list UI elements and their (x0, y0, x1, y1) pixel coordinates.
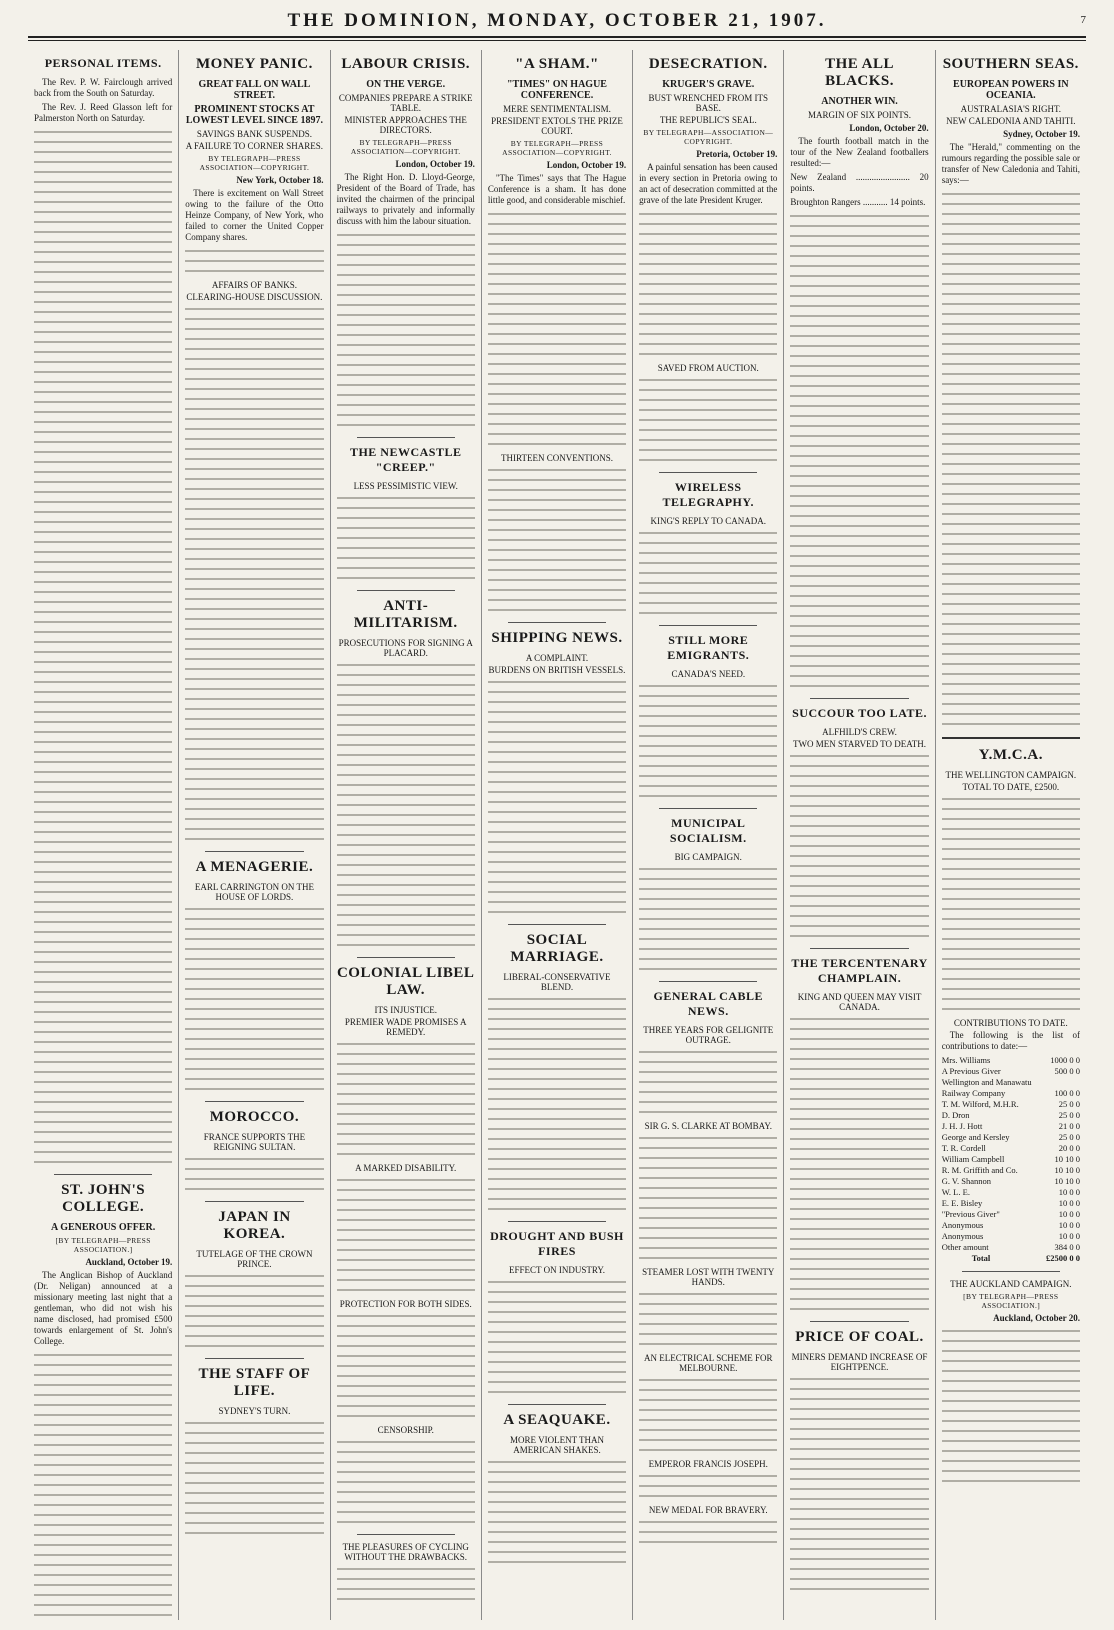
article-body-text (488, 1457, 626, 1567)
subheadline: A GENEROUS OFFER. (51, 1222, 156, 1233)
contributor-name: R. M. Griffith and Co. (941, 1165, 1018, 1175)
subheadline: MINERS DEMAND INCREASE OF EIGHTPENCE. (791, 1352, 928, 1372)
headline-colonial-libel-law: COLONIAL LIBEL LAW. (336, 965, 475, 998)
contribution-amount: 500 0 0 (1054, 1066, 1080, 1076)
subheadline: EMPEROR FRANCIS JOSEPH. (648, 1459, 768, 1469)
subheadline: PREMIER WADE PROMISES A REMEDY. (344, 1017, 467, 1037)
contribution-amount: 100 0 0 (1054, 1088, 1080, 1098)
byline: BY TELEGRAPH—ASSOCIATION—COPYRIGHT. (643, 128, 774, 146)
divider (357, 590, 455, 591)
dateline: Sydney, October 19. (1003, 129, 1080, 139)
subheadline: CENSORSHIP. (377, 1425, 434, 1435)
contributor-name: Anonymous (941, 1231, 984, 1241)
masthead-rule (28, 36, 1086, 41)
contribution-amount: 10 10 0 (1054, 1154, 1080, 1164)
subheadline: KING'S REPLY TO CANADA. (650, 516, 767, 526)
article-body-text (639, 209, 777, 359)
subheadline: A MARKED DISABILITY. (355, 1163, 457, 1173)
contribution-row (942, 1242, 1080, 1253)
subheadline: EFFECT ON INDUSTRY. (509, 1265, 605, 1275)
divider (942, 737, 1080, 739)
contributor-name: A Previous Giver (941, 1066, 1001, 1076)
article-body-text (639, 864, 777, 974)
contributions-total-row (942, 1253, 1080, 1264)
article-body-text (337, 1175, 475, 1295)
subheadline: ANOTHER WIN. (821, 96, 898, 107)
subheadline: EARL CARRINGTON ON THE HOUSE OF LORDS. (194, 882, 314, 902)
dateline: Auckland, October 20. (993, 1313, 1080, 1323)
subheadline: CLEARING-HOUSE DISCUSSION. (186, 292, 323, 302)
article-body-text (942, 189, 1080, 729)
divider (357, 1534, 455, 1535)
match-result: New Zealand ........................ 20 points. (790, 172, 929, 193)
article-body-text (790, 211, 928, 691)
subheadline: PRESIDENT EXTOLS THE PRIZE COURT. (491, 116, 623, 136)
subheadline: SAVINGS BANK SUSPENDS. (196, 129, 312, 139)
divider (659, 625, 757, 626)
article-body-text (337, 230, 475, 430)
dateline: Auckland, October 19. (85, 1257, 173, 1267)
column-4 (482, 50, 633, 1620)
contribution-row (942, 1055, 1080, 1066)
contribution-amount: 25 0 0 (1058, 1099, 1080, 1109)
contribution-row (942, 1132, 1080, 1143)
page-number: 7 (1080, 14, 1086, 26)
contributor-name: William Campbell (941, 1154, 1005, 1164)
newspaper-columns (28, 50, 1086, 1620)
article-paragraph: The fourth football match in the tour of the New Zealand footballers resulted:— (790, 136, 929, 168)
subheadline: TOTAL TO DATE, £2500. (962, 782, 1060, 792)
subheadline: MORE VIOLENT THAN AMERICAN SHAKES. (509, 1435, 604, 1455)
headline-ymca: Y.M.C.A. (978, 747, 1043, 763)
subheadline: STEAMER LOST WITH TWENTY HANDS. (642, 1267, 775, 1287)
article-body-text (488, 1277, 626, 1397)
subheadline: TUTELAGE OF THE CROWN PRINCE. (196, 1249, 313, 1269)
headline-labour-crisis: LABOUR CRISIS. (341, 56, 471, 72)
subheadline: THE REPUBLIC'S SEAL. (659, 115, 757, 125)
subheadline: GREAT FALL ON WALL STREET. (198, 79, 311, 101)
article-body-text (488, 994, 626, 1214)
headline-morocco: MOROCCO. (209, 1109, 300, 1125)
column-5 (633, 50, 784, 1620)
article-body-text (488, 209, 626, 449)
subheadline: THIRTEEN CONVENTIONS. (501, 453, 613, 463)
contributor-name: W. L. E. (941, 1187, 970, 1197)
column-1 (28, 50, 179, 1620)
contribution-amount: 10 0 0 (1058, 1220, 1080, 1230)
contributor-name: "Previous Giver" (941, 1209, 1000, 1219)
article-body-text (639, 375, 777, 465)
headline-succour-too-late: SUCCOUR TOO LATE. (792, 706, 927, 720)
article-body-text (185, 246, 323, 276)
article-paragraph: The Right Hon. D. Lloyd-George, President of the Board of Trade, has invited the chairmen of the principal railways to privately and informally discuss with him the labour situation. (336, 172, 475, 226)
contributor-name: E. E. Bisley (941, 1198, 983, 1208)
subheadline: NEW CALEDONIA AND TAHITI. (946, 116, 1076, 126)
article-body-text (639, 1133, 777, 1263)
article-paragraph: "The Times" says that The Hague Conference is a sham. It has done little good, and considerable mischief. (487, 173, 627, 205)
article-body-text (639, 1375, 777, 1455)
subheadline: NEW MEDAL FOR BRAVERY. (648, 1505, 768, 1515)
article-body-text (942, 794, 1080, 1014)
subheadline: FRANCE SUPPORTS THE REIGNING SULTAN. (203, 1132, 306, 1152)
subheadline: LIBERAL-CONSERVATIVE BLEND. (503, 972, 611, 992)
subheadline: A COMPLAINT. (525, 653, 589, 663)
divider (659, 808, 757, 809)
article-paragraph: There is excitement on Wall Street owing to the failure of the Otto Heinze Company, of New York, who failed to corner the United Copper Company shares. (185, 188, 324, 242)
subheadline: CANADA'S NEED. (671, 669, 746, 679)
subheadline: MARGIN OF SIX POINTS. (808, 110, 912, 120)
article-body-text (34, 1350, 172, 1620)
contributor-name: D. Dron (941, 1110, 970, 1120)
contribution-row (942, 1198, 1080, 1209)
headline-st-johns-college: ST. JOHN'S COLLEGE. (61, 1182, 146, 1215)
contribution-row (942, 1176, 1080, 1187)
headline-general-cable-news: GENERAL CABLE NEWS. (653, 989, 764, 1018)
headline-tercentenary-champlain: THE TERCENTENARY CHAMPLAIN. (791, 956, 928, 985)
headline-personal-items: PERSONAL ITEMS. (44, 56, 162, 70)
article-body-text (185, 1154, 323, 1194)
masthead (0, 0, 1114, 44)
divider (508, 924, 606, 925)
total-value: £2500 0 0 (1045, 1253, 1080, 1263)
subheadline: CONTRIBUTIONS TO DATE. (953, 1018, 1068, 1028)
subheadline: "TIMES" ON HAGUE CONFERENCE. (506, 79, 607, 101)
article-body-text (942, 1326, 1080, 1486)
subheadline: MINISTER APPROACHES THE DIRECTORS. (344, 115, 467, 135)
divider (962, 1271, 1060, 1272)
subheadline: ALFHILD'S CREW. (822, 727, 897, 737)
subheadline: BUST WRENCHED FROM ITS BASE. (648, 93, 768, 113)
contribution-row (942, 1088, 1080, 1099)
article-body-text (488, 465, 626, 615)
article-paragraph: The following is the list of contributions to date:— (941, 1030, 1080, 1051)
subheadline: PROSECUTIONS FOR SIGNING A PLACARD. (338, 638, 473, 658)
article-body-text (185, 904, 323, 1094)
divider (54, 1174, 152, 1175)
article-body-text (337, 1311, 475, 1421)
headline-seaquake: A SEAQUAKE. (503, 1412, 611, 1428)
article-body-text (337, 493, 475, 583)
headline-social-marriage: SOCIAL MARRIAGE. (510, 932, 604, 965)
contribution-amount: 10 0 0 (1058, 1198, 1080, 1208)
subheadline: MERE SENTIMENTALISM. (503, 104, 611, 114)
divider (508, 1221, 606, 1222)
article-body-text (639, 1517, 777, 1547)
contributor-name: Anonymous (941, 1220, 984, 1230)
contributor-name: G. V. Shannon (941, 1176, 991, 1186)
subheadline: A FAILURE TO CORNER SHARES. (185, 141, 324, 151)
article-body-text (790, 1374, 928, 1594)
byline: BY TELEGRAPH—PRESS ASSOCIATION—COPYRIGHT. (199, 154, 310, 172)
subheadline: AFFAIRS OF BANKS. (211, 280, 297, 290)
article-body-text (790, 1014, 928, 1314)
contribution-row (942, 1209, 1080, 1220)
headline-a-sham: "A SHAM." (515, 56, 599, 72)
subheadline: SYDNEY'S TURN. (218, 1406, 291, 1416)
byline: BY TELEGRAPH—PRESS ASSOCIATION—COPYRIGHT. (350, 138, 461, 156)
contributor-name: T. R. Cordell (941, 1143, 986, 1153)
divider (205, 1201, 303, 1202)
article-body-text (639, 528, 777, 618)
contribution-row (942, 1165, 1080, 1176)
article-body-text (185, 1418, 323, 1538)
contribution-amount: 25 0 0 (1058, 1132, 1080, 1142)
headline-japan-in-korea: JAPAN IN KOREA. (218, 1209, 291, 1242)
divider (205, 851, 303, 852)
headline-price-of-coal: PRICE OF COAL. (795, 1329, 924, 1345)
contributor-name: Mrs. Williams (941, 1055, 991, 1065)
headline-still-more-emigrants: STILL MORE EMIGRANTS. (667, 633, 750, 662)
divider (357, 437, 455, 438)
byline: [BY TELEGRAPH—PRESS ASSOCIATION.] (55, 1236, 151, 1254)
divider (659, 472, 757, 473)
contribution-amount: 10 0 0 (1058, 1209, 1080, 1219)
contribution-row (942, 1099, 1080, 1110)
headline-desecration: DESECRATION. (648, 56, 768, 72)
contribution-amount: 10 0 0 (1058, 1231, 1080, 1241)
contributor-name: Wellington and Manawatu (941, 1077, 1032, 1087)
article-body-text (337, 1039, 475, 1159)
article-body-text (639, 1289, 777, 1349)
article-body-text (639, 681, 777, 801)
subheadline: THE WELLINGTON CAMPAIGN. (945, 770, 1077, 780)
subheadline: THE PLEASURES OF CYCLING WITHOUT THE DRAWBACKS. (342, 1542, 469, 1562)
subheadline: PROTECTION FOR BOTH SIDES. (339, 1299, 472, 1309)
dateline: London, October 19. (395, 159, 475, 169)
contribution-row (942, 1066, 1080, 1077)
subheadline: EUROPEAN POWERS IN OCEANIA. (953, 79, 1069, 101)
divider (508, 1404, 606, 1405)
column-7 (936, 50, 1086, 1620)
article-body-text (337, 660, 475, 950)
dateline: London, October 20. (849, 123, 929, 133)
article-body-text (790, 751, 928, 941)
article-paragraph: A painful sensation has been caused in every section in Pretoria owing to an act of desecration committed at the grave of the late President Kruger. (639, 162, 778, 205)
subheadline: KING AND QUEEN MAY VISIT CANADA. (797, 992, 922, 1012)
article-body-text (488, 677, 626, 917)
headline-menagerie: A MENAGERIE. (195, 859, 314, 875)
contributions-table (942, 1055, 1080, 1264)
subheadline: TWO MEN STARVED TO DEATH. (793, 739, 927, 749)
subheadline: ON THE VERGE. (366, 79, 446, 90)
contribution-amount: 20 0 0 (1058, 1143, 1080, 1153)
article-body-text (337, 1437, 475, 1527)
article-body-text (185, 1271, 323, 1351)
contribution-row (942, 1154, 1080, 1165)
contribution-row (942, 1231, 1080, 1242)
article-body-text (337, 1564, 475, 1604)
byline: BY TELEGRAPH—PRESS ASSOCIATION—COPYRIGHT. (502, 139, 612, 157)
divider (508, 622, 606, 623)
contribution-amount (1042, 1077, 1080, 1088)
contribution-amount: 10 10 0 (1054, 1176, 1080, 1186)
headline-southern-seas: SOUTHERN SEAS. (942, 56, 1079, 72)
headline-wireless-telegraphy: WIRELESS TELEGRAPHY. (662, 480, 754, 509)
match-result: Broughton Rangers ........... 14 points. (790, 197, 926, 207)
article-body-text (34, 127, 172, 1167)
dateline: New York, October 18. (236, 175, 324, 185)
byline: [BY TELEGRAPH—PRESS ASSOCIATION.] (963, 1292, 1059, 1310)
divider (810, 948, 908, 949)
contribution-amount: 384 0 0 (1054, 1242, 1080, 1252)
subheadline: ITS INJUSTICE. (374, 1005, 437, 1015)
subheadline: KRUGER'S GRAVE. (662, 79, 755, 90)
headline-money-panic: MONEY PANIC. (196, 56, 313, 72)
subheadline: BURDENS ON BRITISH VESSELS. (488, 665, 626, 675)
subheadline: COMPANIES PREPARE A STRIKE TABLE. (338, 93, 473, 113)
subheadline: AN ELECTRICAL SCHEME FOR MELBOURNE. (644, 1353, 773, 1373)
contribution-amount: 10 0 0 (1058, 1187, 1080, 1197)
article-body-text (185, 304, 323, 844)
subheadline: LESS PESSIMISTIC VIEW. (353, 481, 458, 491)
divider (810, 698, 908, 699)
contribution-row (942, 1121, 1080, 1132)
dateline: Pretoria, October 19. (696, 149, 778, 159)
divider (810, 1321, 908, 1322)
headline-municipal-socialism: MUNICIPAL SOCIALISM. (669, 816, 747, 845)
subheadline: BIG CAMPAIGN. (674, 852, 742, 862)
article-body-text (639, 1047, 777, 1117)
article-body-text (639, 1471, 777, 1501)
contribution-amount: 10 10 0 (1054, 1165, 1080, 1175)
article-paragraph: The Rev. P. W. Fairclough arrived back from the South on Saturday. (34, 77, 173, 98)
divider (659, 981, 757, 982)
contributor-name: Other amount (941, 1242, 989, 1252)
subheadline: THE AUCKLAND CAMPAIGN. (950, 1279, 1072, 1289)
subheadline: SAVED FROM AUCTION. (657, 363, 759, 373)
subheadline: AUSTRALASIA'S RIGHT. (960, 104, 1062, 114)
contribution-amount: 25 0 0 (1058, 1110, 1080, 1120)
column-6 (784, 50, 935, 1620)
contribution-amount: 1000 0 0 (1050, 1055, 1080, 1065)
contribution-row (942, 1220, 1080, 1231)
headline-drought-bush-fires: DROUGHT AND BUSH FIRES (490, 1229, 624, 1258)
subheadline: THREE YEARS FOR GELIGNITE OUTRAGE. (643, 1025, 774, 1045)
contribution-amount: 21 0 0 (1058, 1121, 1080, 1131)
contributor-name: George and Kersley (941, 1132, 1010, 1142)
article-paragraph: The Anglican Bishop of Auckland (Dr. Neligan) announced at a missionary meeting last night that a gentleman, who did not wish his name disclosed, had promised £500 towards enlargement of St. John's College. (34, 1270, 173, 1346)
total-label: Total (971, 1253, 991, 1263)
contributor-name: J. H. J. Hott (941, 1121, 983, 1131)
contributor-name: T. M. Wilford, M.H.R. (941, 1099, 1019, 1109)
contributor-name: Railway Company (941, 1088, 1006, 1098)
newspaper-title: THE DOMINION, MONDAY, OCTOBER 21, 1907. (287, 10, 827, 31)
divider (357, 957, 455, 958)
headline-shipping-news: SHIPPING NEWS. (491, 630, 623, 646)
subheadline: SIR G. S. CLARKE AT BOMBAY. (644, 1121, 772, 1131)
column-2 (179, 50, 330, 1620)
contribution-row (942, 1187, 1080, 1198)
contribution-row (942, 1143, 1080, 1154)
headline-anti-militarism: ANTI-MILITARISM. (353, 598, 458, 631)
contribution-row (942, 1110, 1080, 1121)
dateline: London, October 19. (546, 160, 627, 170)
headline-all-blacks: THE ALL BLACKS. (825, 56, 895, 89)
divider (205, 1101, 303, 1102)
article-paragraph: The Rev. J. Reed Glasson left for Palmerston North on Saturday. (34, 102, 173, 123)
column-3 (331, 50, 482, 1620)
article-paragraph: The "Herald," commenting on the rumours regarding the possible sale or transfer of New Caledonia and Tahiti, says:— (941, 142, 1080, 185)
headline-newcastle-creep: THE NEWCASTLE "CREEP." (349, 445, 462, 474)
contribution-row (942, 1077, 1080, 1088)
divider (205, 1358, 303, 1359)
headline-staff-of-life: THE STAFF OF LIFE. (198, 1366, 311, 1399)
subheadline: PROMINENT STOCKS AT LOWEST LEVEL SINCE 1897. (185, 104, 323, 126)
